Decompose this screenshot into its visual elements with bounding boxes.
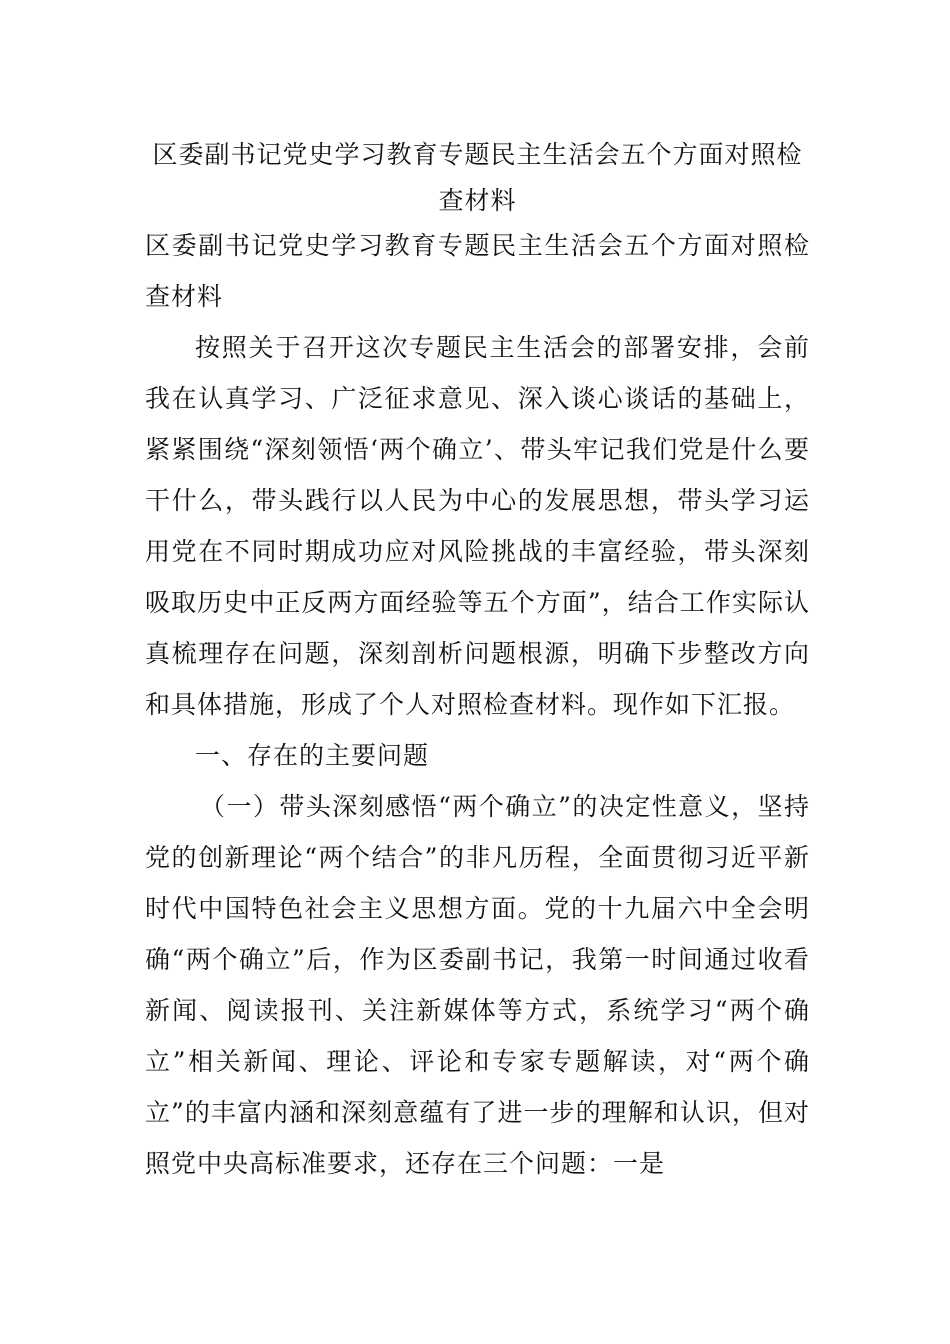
section-paragraph: （一）带头深刻感悟“两个确立”的决定性意义，坚持党的创新理论“两个结合”的非凡历程，全面贯彻习近平新时代中国特色社会主义思想方面。党的十九届六中全会明确“两个确立”后，作为区委副书记，我第一时间通过收看新闻、阅读报刊、关注新媒体等方式，系统学习“两个确立”相关新闻、理论、评论和专家专题解读，对“两个确立”的丰富内涵和深刻意蕴有了进一步的理解和认识，但对照党中央高标准要求，还存在三个问题：一是 bbox=[145, 792, 810, 1178]
document-title: 区委副书记党史学习教育专题民主生活会五个方面对照检查材料 bbox=[152, 140, 803, 215]
document-body bbox=[145, 220, 810, 1189]
intro-paragraph: 按照关于召开这次专题民主生活会的部署安排，会前我在认真学习、广泛征求意见、深入谈心谈话的基础上，紧紧围绕“深刻领悟‘两个确立’、带头牢记我们党是什么要干什么，带头践行以人民为中心的发展思想，带头学习运用党在不同时期成功应对风险挑战的丰富经验，带头深刻吸取历史中正反两方面经验等五个方面”，结合工作实际认真梳理存在问题，深刻剖析问题根源，明确下步整改方向和具体措施，形成了个人对照检查材料。现作如下汇报。 bbox=[145, 333, 810, 719]
document-subtitle: 区委副书记党史学习教育专题民主生活会五个方面对照检查材料 bbox=[145, 231, 810, 311]
section-heading: 一、存在的主要问题 bbox=[195, 741, 430, 770]
